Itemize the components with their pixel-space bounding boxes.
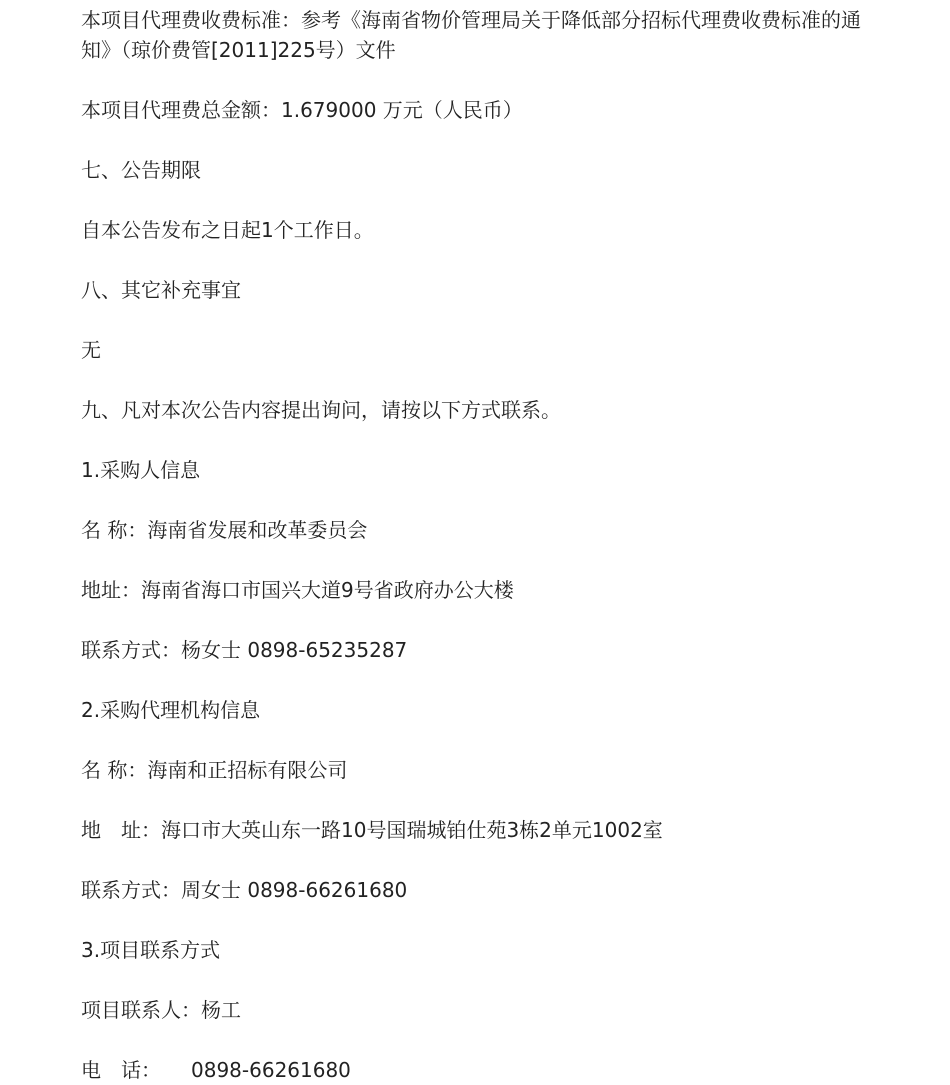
agency-contact: 联系方式：周女士 0898-66261680 [81,878,408,902]
announcement-period-text: 自本公告发布之日起1个工作日。 [81,218,374,242]
section-heading-announcement-period: 七、公告期限 [81,158,201,182]
section-heading-other-matters: 八、其它补充事宜 [81,278,241,302]
purchaser-info-heading: 1.采购人信息 [81,458,201,482]
section-heading-contact: 九、凡对本次公告内容提出询问，请按以下方式联系。 [81,398,561,422]
agency-fee-standard: 本项目代理费收费标准：参考《海南省物价管理局关于降低部分招标代理费收费标准的通知》（琼价费管[2011]225号）文件 [81,8,861,62]
agency-info-heading: 2.采购代理机构信息 [81,698,261,722]
agency-fee-total: 本项目代理费总金额：1.679000 万元（人民币） [81,98,523,122]
announcement-body [81,5,881,1085]
project-contact-heading: 3.项目联系方式 [81,938,221,962]
project-contact-phone: 电 话： 0898-66261680 [81,1058,351,1082]
agency-name: 名 称：海南和正招标有限公司 [81,758,348,782]
purchaser-name: 名 称：海南省发展和改革委员会 [81,518,368,542]
purchaser-contact: 联系方式：杨女士 0898-65235287 [81,638,408,662]
purchaser-address: 地址：海南省海口市国兴大道9号省政府办公大楼 [81,578,514,602]
agency-address: 地 址：海口市大英山东一路10号国瑞城铂仕苑3栋2单元1002室 [81,818,663,842]
project-contact-person: 项目联系人：杨工 [81,998,241,1022]
other-matters-text: 无 [81,338,101,362]
